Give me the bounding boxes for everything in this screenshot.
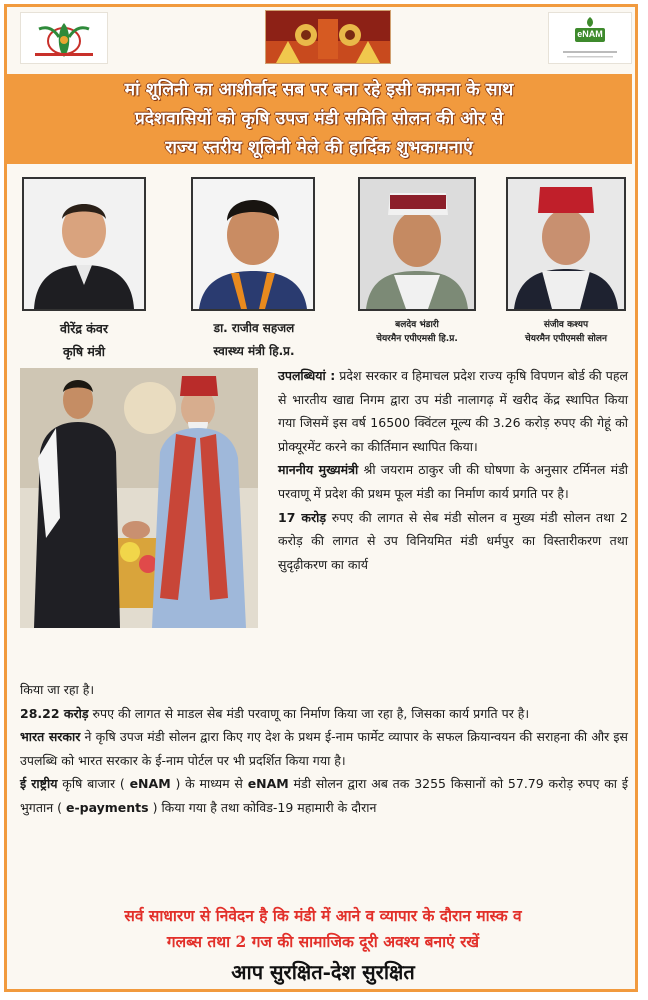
- leader-caption-2: [184, 317, 324, 363]
- achievement-label: माननीय मुख्यमंत्री: [278, 462, 359, 478]
- achievement-text: श्री जयराम ठाकुर जी की घोषणा के अनुसार टर्मिनल मंडी परवाणू में प्रदेश की प्रथम फूल मंडी का निर्माण कार्य प्रगति पर है।: [278, 462, 628, 501]
- banner-line-3: राज्य स्तरीय शूलिनी मेले की हार्दिक शुभकामनाएं: [165, 138, 473, 158]
- achievement-text: मंडी सोलन द्वारा अब तक 3255 किसानों को 57.79 करोड़ रुपए का ई भुगतान (: [20, 776, 628, 815]
- achievement-text: रुपए की लागत से माडल सेब मंडी परवाणू का निर्माण किया जा रहा है, जिसका कार्य प्रगति पर है।: [92, 705, 530, 721]
- achievement-text: प्रदेश सरकार व हिमाचल प्रदेश राज्य कृषि विपणन बोर्ड की पहल से भारतीय खाद्य निगम द्वारा उप मंडी नालागढ़ में खरीद केंद्र स्थापित किया गया जिसमें इस वर्ष 16500 क्विंटल मूल्य की 3.26 करोड़ रुपए की गेहूं को प्रोक्यूरमेंट करने का कीर्तिमान स्थापित किया।: [278, 368, 628, 454]
- achievement-paragraph-3: [278, 506, 628, 577]
- safety-slogan: आप सुरक्षित-देश सुरक्षित: [231, 960, 415, 984]
- achievement-label: 28.22 करोड़: [20, 705, 89, 721]
- person-portrait-icon: [360, 179, 474, 309]
- leader-photo-2: [191, 177, 315, 311]
- achievement-label: उपलब्धियां :: [278, 368, 336, 383]
- handshake-photo-icon: [20, 368, 258, 628]
- achievement-paragraph-5: [20, 725, 628, 772]
- greeting-banner: [6, 74, 632, 164]
- achievement-label: 17 करोड़: [278, 509, 327, 525]
- leader-photo-4: [506, 177, 626, 311]
- appeal-line-2: गलब्स तथा 2 गज की सामाजिक दूरी अवश्य बनाएं रखें: [166, 932, 480, 951]
- enam-term: eNAM: [247, 776, 289, 792]
- leader-caption-4: [496, 318, 636, 346]
- achievement-text: रुपए की लागत से सेब मंडी सोलन व मुख्य मंडी सोलन तथा 2 करोड़ की लागत से उप विनियमित मंडी धर्मपुर का विस्तारीकरण तथा सुदृढ़ीकरण का कार्य: [278, 509, 628, 572]
- public-appeal: [14, 903, 632, 955]
- achievement-label: ई राष्ट्रीय: [20, 776, 58, 792]
- agriculture-board-emblem-icon: [21, 13, 107, 63]
- leader-caption-3: [350, 318, 484, 346]
- enam-term: eNAM: [129, 776, 171, 792]
- achievements-column: [278, 364, 628, 576]
- achievement-label: भारत सरकार: [20, 729, 81, 745]
- achievement-text: ) के माध्यम से: [175, 776, 243, 792]
- leader-title: चेयरमैन एपीएमसी हि.प्र.: [376, 334, 458, 344]
- banner-line-1: मां शूलिनी का आशीर्वाद सब पर बना रहे इसी कामना के साथ: [124, 80, 514, 100]
- leader-title: स्वास्थ्य मंत्री हि.प्र.: [213, 344, 295, 358]
- person-portrait-icon: [193, 179, 313, 309]
- leader-caption-1: [16, 317, 152, 363]
- appeal-line-1: सर्व साधारण से निवेदन है कि मंडी में आने व व्यापार के दौरान मास्क व: [124, 906, 522, 925]
- achievements-full-width: [20, 678, 628, 820]
- leader-photo-1: [22, 177, 146, 311]
- leader-name: वीरेंद्र कंवर: [60, 321, 108, 336]
- leader-title: कृषि मंत्री: [62, 344, 106, 359]
- enam-logo: [548, 12, 632, 64]
- enam-logo-text: eNAM: [577, 29, 603, 39]
- achievement-text: ने कृषि उपज मंडी सोलन द्वारा किए गए देश के प्रथम ई-नाम फार्मेट व्यापार के सफल क्रियान्वयन की सराहना की और इस उपलब्धि को भारत सरकार के ई-नाम पोर्टल पर भी प्रदर्शित किया गया है।: [20, 729, 628, 768]
- epayments-term: e-payments: [65, 799, 149, 815]
- achievement-continuation: किया जा रहा है।: [20, 682, 95, 697]
- achievement-paragraph-4: [20, 702, 628, 726]
- board-logo: [20, 12, 108, 64]
- handshake-photo: [20, 368, 258, 628]
- leader-photo-3: [358, 177, 476, 311]
- banner-line-2: प्रदेशवासियों को कृषि उपज मंडी समिति सोलन की ओर से: [134, 109, 504, 129]
- achievement-paragraph-6: [20, 772, 628, 819]
- person-portrait-icon: [24, 179, 144, 309]
- person-portrait-icon: [508, 179, 624, 309]
- achievement-paragraph-2: [278, 458, 628, 505]
- leader-name: बलदेव भंडारी: [395, 320, 439, 330]
- temple-deity-icon: [266, 11, 390, 63]
- leader-name: संजीव कश्यप: [543, 320, 589, 330]
- goddess-shoolini-image: [265, 10, 391, 64]
- achievement-text: कृषि बाजार (: [62, 776, 125, 792]
- leader-name: डा. राजीव सहजल: [213, 321, 295, 335]
- leader-title: चेयरमैन एपीएमसी सोलन: [525, 334, 607, 344]
- achievement-paragraph-1: [278, 364, 628, 458]
- achievement-text: ) किया गया है तथा कोविड-19 महामारी के दौरान: [152, 799, 377, 815]
